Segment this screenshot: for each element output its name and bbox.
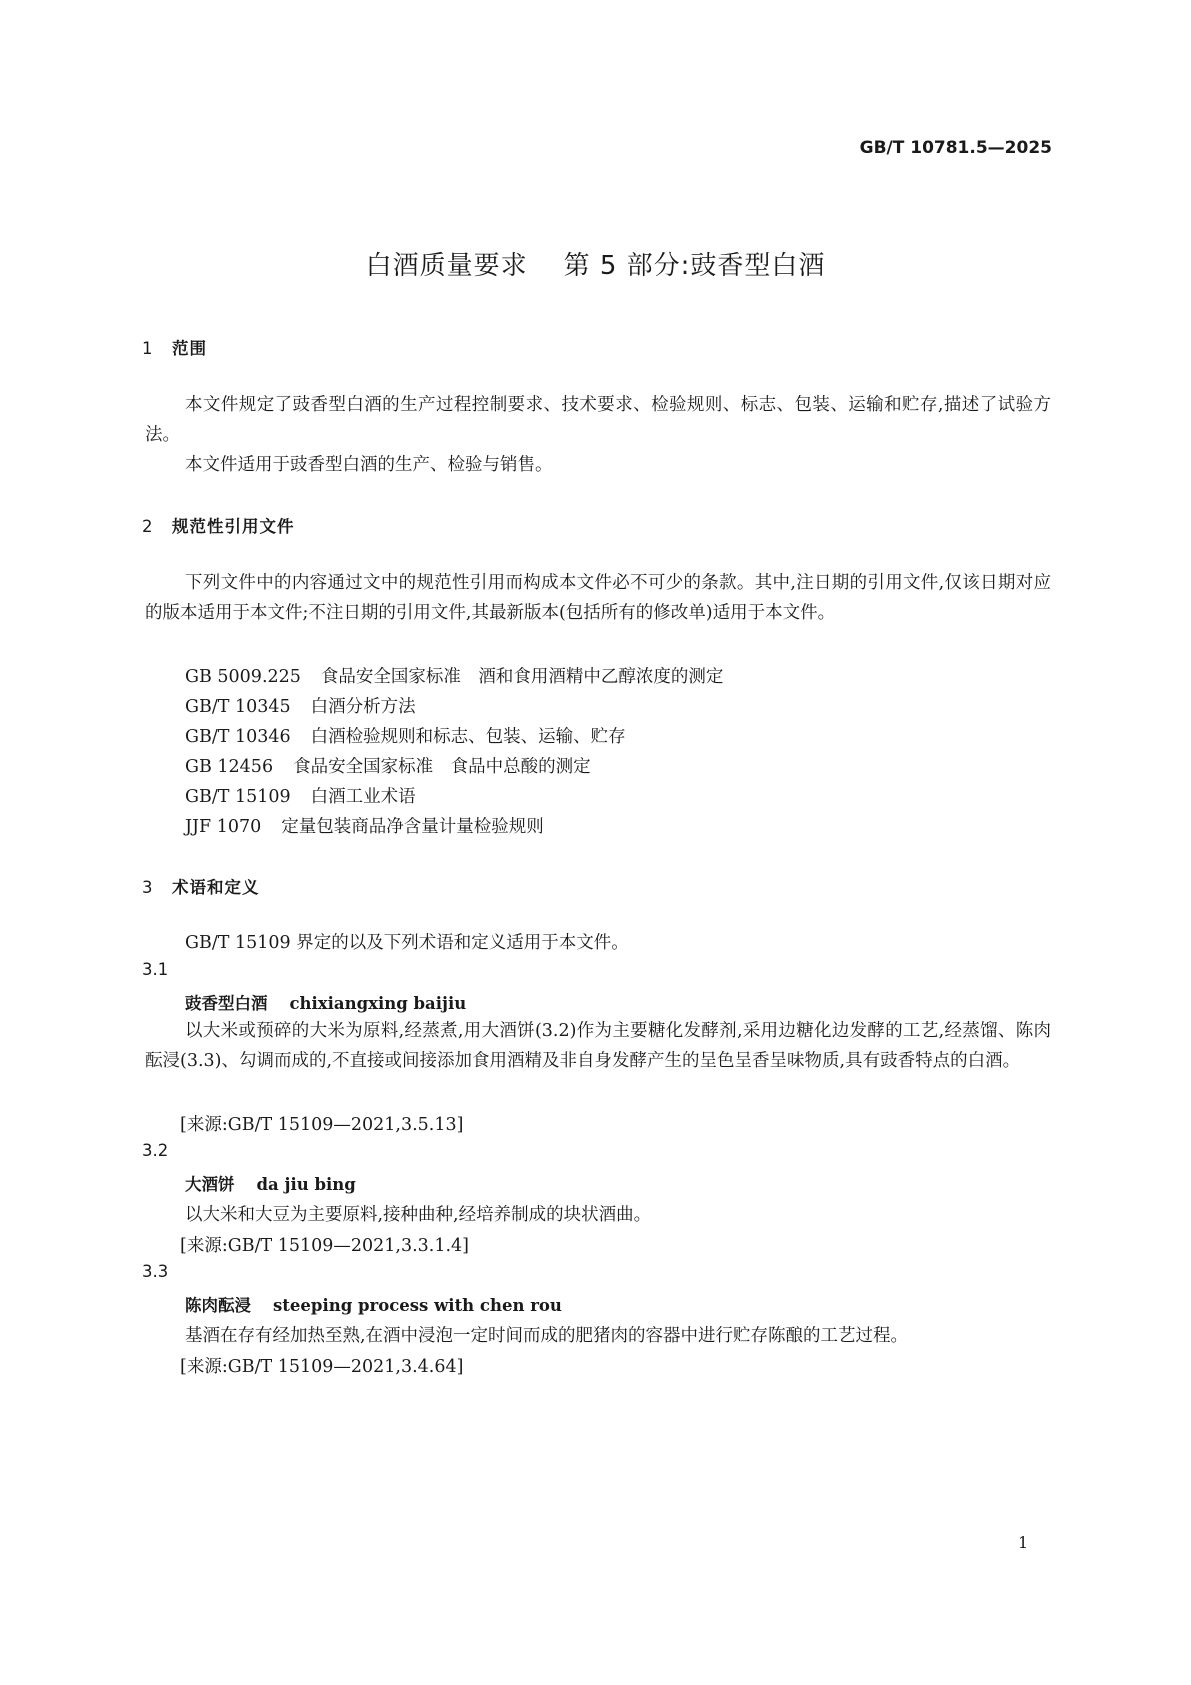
term-definition: 以大米或预碎的大米为原料,经蒸煮,用大酒饼(3.2)作为主要糖化发酵剂,采用边糖化边发酵的工艺,经蒸馏、陈肉酝浸(3.3)、勾调而成的,不直接或间接添加食用酒精及非自身发酵产生的呈色呈香呈味物质,具有豉香特点的白酒。 bbox=[145, 1021, 1051, 1071]
section-1-paragraph-2: 本文件适用于豉香型白酒的生产、检验与销售。 bbox=[185, 455, 553, 475]
term-heading: 大酒饼 da jiu bing bbox=[185, 1175, 356, 1194]
term-source: [来源:GB/T 15109—2021,3.4.64] bbox=[180, 1357, 464, 1377]
section-2-paragraph: 下列文件中的内容通过文中的规范性引用而构成本文件必不可少的条款。其中,注日期的引用文件,仅该日期对应的版本适用于本文件;不注日期的引用文件,其最新版本(包括所有的修改单)适用于本文件。 bbox=[145, 573, 1051, 623]
term-heading: 豉香型白酒 chixiangxing baijiu bbox=[185, 994, 467, 1013]
term-definition: 基酒在存有经加热至熟,在酒中浸泡一定时间而成的肥猪肉的容器中进行贮存陈酿的工艺过程。 bbox=[185, 1326, 909, 1346]
title-main: 白酒质量要求 bbox=[365, 251, 528, 281]
section-1-heading: 1 范围 bbox=[142, 339, 207, 358]
standard-code: GB/T 10781.5—2025 bbox=[859, 138, 1052, 158]
term-heading: 陈肉酝浸 steeping process with chen rou bbox=[185, 1296, 562, 1315]
clause-number: 3.2 bbox=[142, 1141, 169, 1160]
clause-number: 3.3 bbox=[142, 1262, 169, 1281]
term-source: [来源:GB/T 15109—2021,3.3.1.4] bbox=[180, 1236, 470, 1256]
normative-reference: GB/T 15109 白酒工业术语 bbox=[185, 787, 416, 807]
normative-reference: GB 5009.225 食品安全国家标准 酒和食用酒精中乙醇浓度的测定 bbox=[185, 667, 724, 687]
term-definition: 以大米和大豆为主要原料,接种曲种,经培养制成的块状酒曲。 bbox=[185, 1205, 652, 1225]
normative-reference: GB 12456 食品安全国家标准 食品中总酸的测定 bbox=[185, 757, 591, 777]
document-title bbox=[0, 245, 1191, 282]
section-2-heading: 2 规范性引用文件 bbox=[142, 517, 295, 536]
section-3-heading: 3 术语和定义 bbox=[142, 878, 260, 897]
section-1-paragraph-1: 本文件规定了豉香型白酒的生产过程控制要求、技术要求、检验规则、标志、包装、运输和贮存,描述了试验方法。 bbox=[145, 395, 1051, 445]
clause-number: 3.1 bbox=[142, 960, 169, 979]
title-part: 第 5 部分:豉香型白酒 bbox=[563, 251, 826, 281]
normative-reference: GB/T 10346 白酒检验规则和标志、包装、运输、贮存 bbox=[185, 727, 626, 747]
term-source: [来源:GB/T 15109—2021,3.5.13] bbox=[180, 1115, 464, 1135]
normative-reference: GB/T 10345 白酒分析方法 bbox=[185, 697, 416, 717]
section-3-intro: GB/T 15109 界定的以及下列术语和定义适用于本文件。 bbox=[185, 933, 629, 953]
normative-reference: JJF 1070 定量包装商品净含量计量检验规则 bbox=[185, 817, 544, 837]
page-number: 1 bbox=[1018, 1533, 1029, 1552]
